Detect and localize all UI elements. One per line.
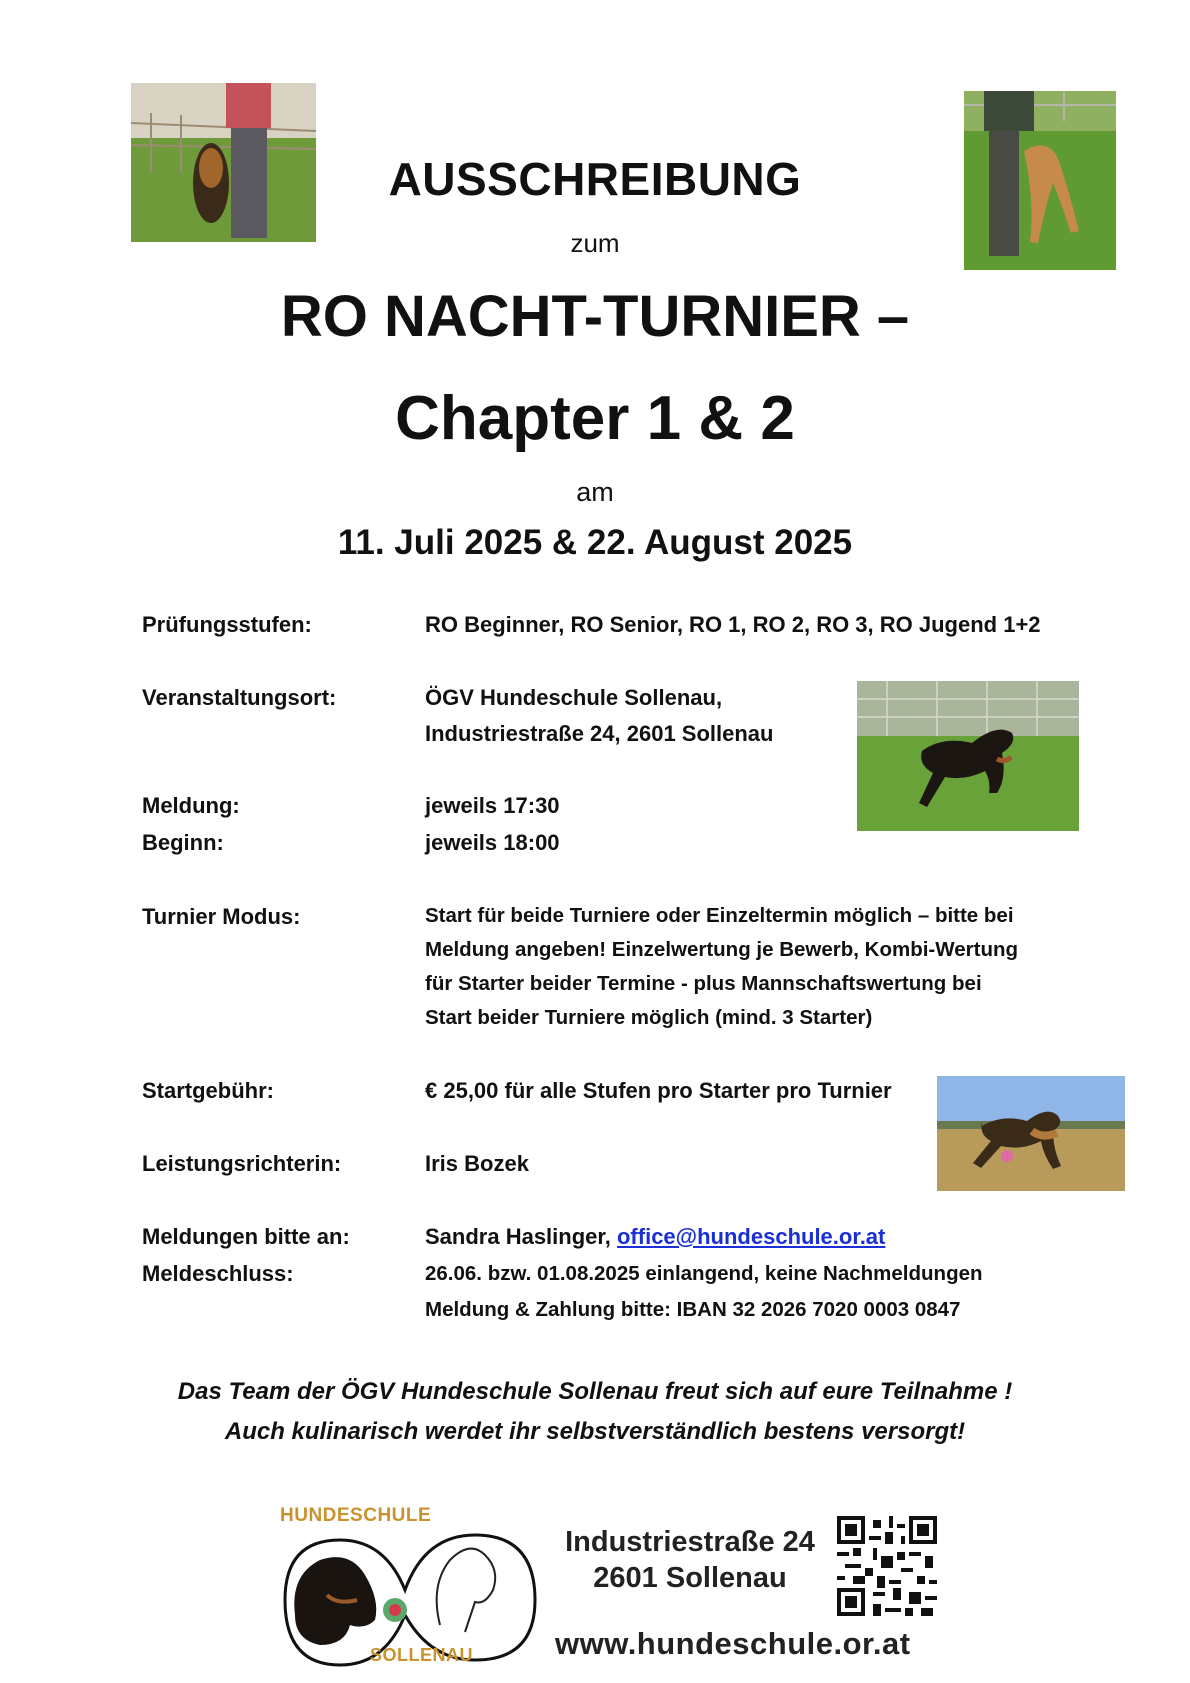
page-title: AUSSCHREIBUNG: [388, 153, 802, 205]
gebuehr-label: Startgebühr:: [142, 1078, 274, 1103]
modus-line: Start beider Turniere möglich (mind. 3 Starter): [425, 1006, 873, 1029]
richterin-value: Iris Bozek: [425, 1151, 529, 1176]
modus-value: [425, 899, 1065, 1035]
logo-top-text: HUNDESCHULE: [280, 1505, 432, 1526]
richterin-label: Leistungsrichterin:: [142, 1151, 342, 1176]
meldungen-value: [425, 1224, 885, 1250]
meldung-value: jeweils 17:30: [425, 793, 560, 818]
logo-bottom-text: SOLLENAU: [370, 1645, 473, 1665]
qr-code: [837, 1516, 937, 1616]
event-dates: 11. Juli 2025 & 22. August 2025: [337, 523, 853, 562]
ort-label: Veranstaltungsort:: [142, 685, 337, 710]
meldeschluss-value: 26.06. bzw. 01.08.2025 einlangend, keine Nachmeldungen: [425, 1262, 983, 1285]
event-title-line2: Chapter 1 & 2: [395, 384, 795, 453]
ort-value-line2: Industriestraße 24, 2601 Sollenau: [425, 721, 774, 746]
beginn-label: Beginn:: [142, 830, 224, 855]
meldung-label: Meldung:: [142, 793, 240, 818]
pruefungsstufen-value: RO Beginner, RO Senior, RO 1, RO 2, RO 3, RO Jugend 1+2: [425, 612, 1041, 637]
modus-line: Meldung angeben! Einzelwertung je Bewerb, Kombi-Wertung: [425, 938, 1019, 961]
contact-name: Sandra Haslinger,: [425, 1224, 611, 1249]
shepherd-running-photo: [937, 1076, 1125, 1191]
email-link[interactable]: office@hundeschule.or.at: [616, 1224, 886, 1249]
rottweiler-running-photo: [857, 681, 1079, 831]
gebuehr-value: € 25,00 für alle Stufen pro Starter pro Turnier: [425, 1078, 892, 1103]
website-url[interactable]: www.hundeschule.or.at: [555, 1626, 911, 1661]
hundeschule-logo: [265, 1505, 545, 1667]
meldungen-label: Meldungen bitte an:: [142, 1224, 350, 1249]
event-title-line1: RO NACHT-TURNIER –: [280, 284, 910, 349]
subtitle-zum: zum: [570, 228, 620, 258]
closing-line2: Auch kulinarisch werdet ihr selbstverständlich bestens versorgt!: [224, 1418, 966, 1445]
subtitle-am: am: [576, 477, 614, 507]
modus-line: Start für beide Turniere oder Einzeltermin möglich – bitte bei: [425, 904, 1014, 927]
closing-line1: Das Team der ÖGV Hundeschule Sollenau freut sich auf eure Teilnahme !: [177, 1378, 1013, 1405]
pruefungsstufen-label: Prüfungsstufen:: [142, 612, 312, 637]
modus-line: für Starter beider Termine - plus Mannschaftswertung bei: [425, 972, 982, 995]
address-line1: Industriestraße 24: [565, 1526, 815, 1558]
meldeschluss-label: Meldeschluss:: [142, 1261, 294, 1286]
address-line2: 2601 Sollenau: [593, 1562, 787, 1594]
payment-info: Meldung & Zahlung bitte: IBAN 32 2026 7020 0003 0847: [425, 1298, 961, 1321]
beginn-value: jeweils 18:00: [425, 830, 560, 855]
modus-label: Turnier Modus:: [142, 904, 301, 929]
ort-value-line1: ÖGV Hundeschule Sollenau,: [425, 685, 723, 710]
